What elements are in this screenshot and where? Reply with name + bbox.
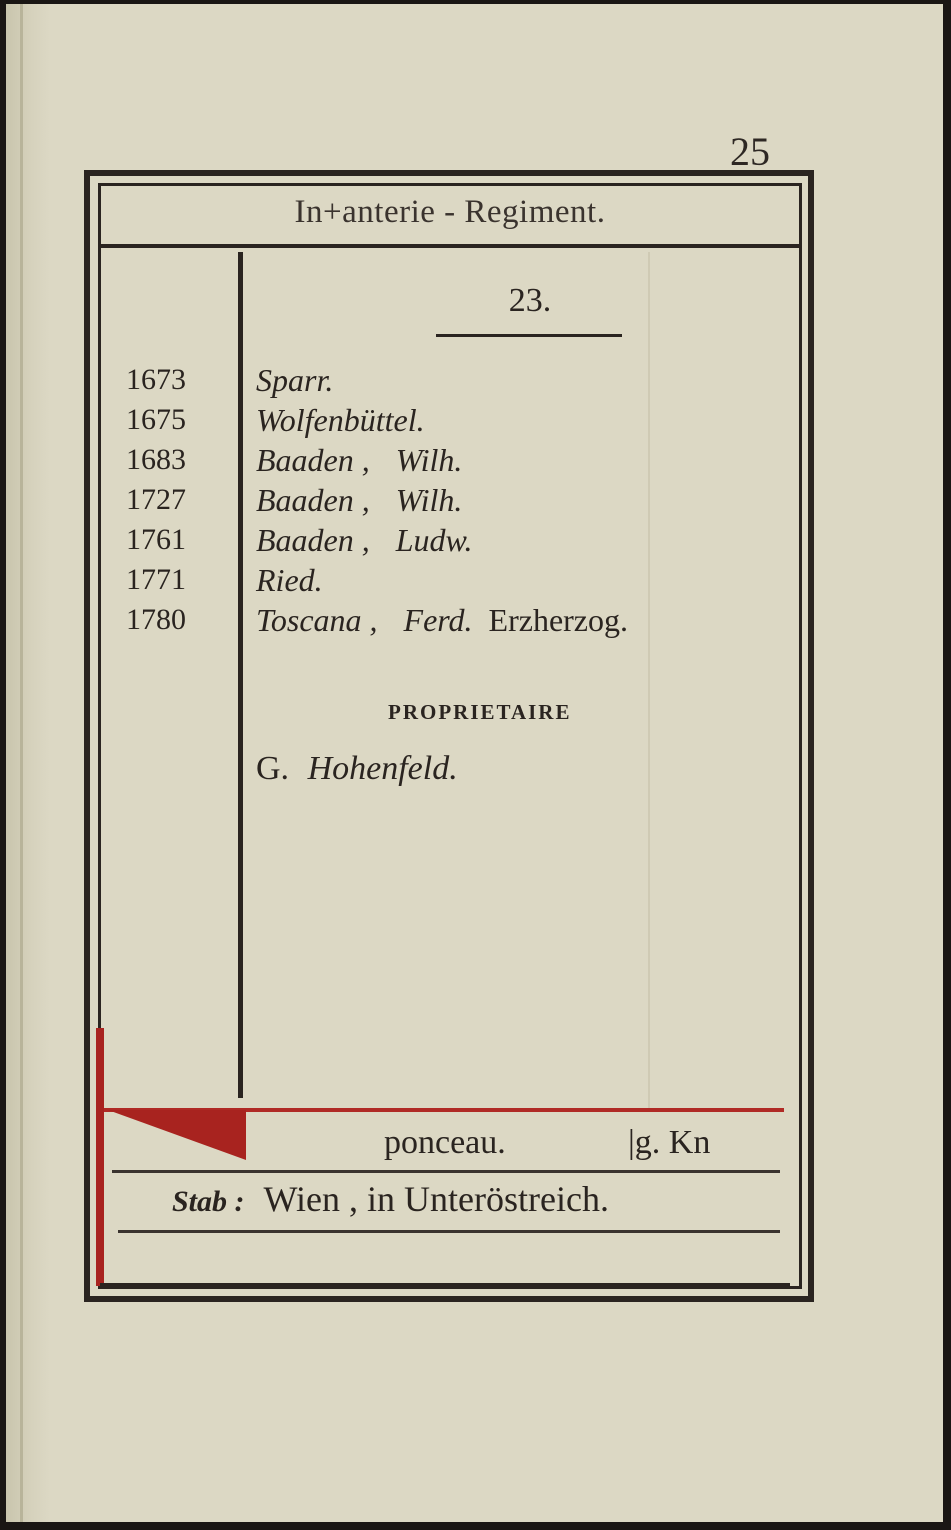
owner-entry	[256, 360, 796, 400]
owner-given-name: Ludw.	[395, 522, 473, 558]
year-entry: 1727	[126, 483, 186, 516]
year-entry: 1673	[126, 363, 186, 396]
proprietor-surname: Hohenfeld.	[307, 750, 458, 787]
owner-name: Toscana ,	[256, 602, 378, 638]
regiment-number-underline	[436, 334, 622, 337]
owner-given-name: Wilh.	[395, 442, 463, 478]
column-divider	[238, 252, 243, 1098]
owner-title: Erzherzog.	[488, 602, 628, 638]
owner-entry	[256, 600, 796, 640]
owner-entry	[256, 520, 796, 560]
facing-color-bar	[96, 1028, 104, 1286]
owner-given-name: Wilh.	[395, 482, 463, 518]
uniform-color: ponceau.	[384, 1124, 506, 1161]
owner-entry	[256, 440, 796, 480]
year-entry: 1683	[126, 443, 186, 476]
owner-name: Baaden ,	[256, 442, 370, 478]
page-gutter	[6, 4, 50, 1522]
proprietor-label: PROPRIETAIRE	[388, 700, 572, 724]
header-title: In+anterie - Regiment.	[294, 194, 606, 230]
owner-entry	[256, 480, 796, 520]
owner-entry	[256, 400, 796, 440]
proprietor-initial: G.	[256, 750, 290, 787]
owner-name: Baaden ,	[256, 482, 370, 518]
regiment-number: 23.	[508, 282, 552, 319]
header-rule	[100, 244, 800, 248]
year-entry: 1771	[126, 563, 186, 596]
owner-name: Sparr.	[256, 362, 334, 398]
proprietor-name	[256, 750, 458, 788]
year-entry: 1761	[126, 523, 186, 556]
owner-name: Baaden ,	[256, 522, 370, 558]
staff-city: Wien , in Unteröstreich.	[263, 1179, 609, 1219]
button-color: |g. Kn	[628, 1124, 711, 1161]
frame-bottom-rule	[100, 1283, 790, 1286]
owner-name: Ried.	[256, 562, 323, 598]
facing-color-swatch	[108, 1108, 248, 1162]
owner-entry	[256, 560, 796, 600]
owner-given-name: Ferd.	[403, 602, 473, 638]
year-entry: 1780	[126, 603, 186, 636]
year-entry: 1675	[126, 403, 186, 436]
owner-column	[256, 360, 796, 640]
divider-rule	[112, 1170, 780, 1173]
year-column	[126, 360, 222, 640]
staff-location	[172, 1178, 609, 1220]
gutter-line	[20, 4, 23, 1522]
staff-label: Stab :	[172, 1185, 245, 1218]
page-number: 25	[730, 129, 770, 174]
divider-rule	[118, 1230, 780, 1233]
owner-name: Wolfenbüttel.	[256, 402, 425, 438]
